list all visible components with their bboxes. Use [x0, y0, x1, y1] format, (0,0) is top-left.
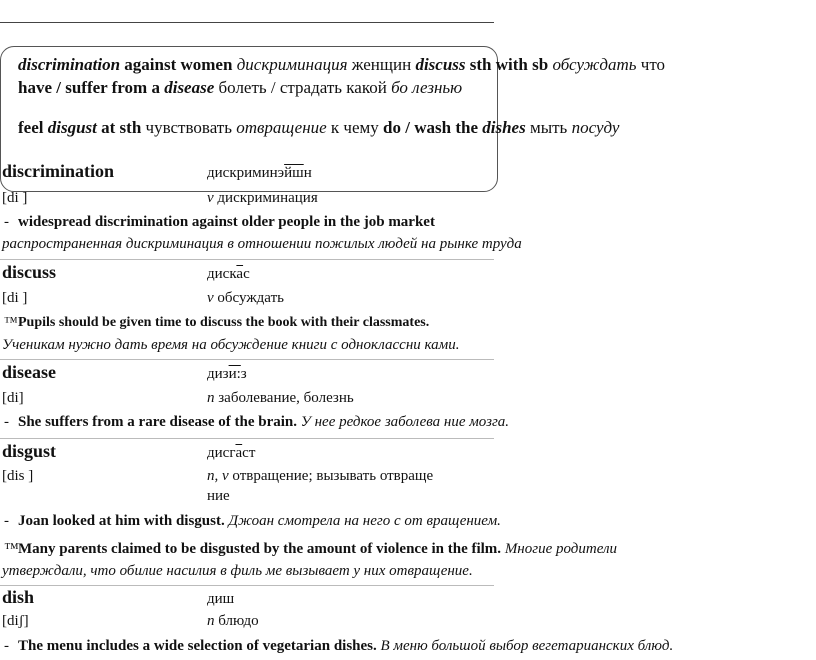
- phrase-ru: дискриминация: [236, 55, 348, 74]
- entry-ipa: [di ]: [2, 290, 28, 306]
- phrase-en: disgust: [47, 118, 97, 137]
- phrase-line-2: [18, 78, 462, 98]
- entry-meaning-continued: ние: [207, 488, 230, 504]
- entry-meaning: v обсуждать: [207, 290, 284, 306]
- entry-separator: [0, 585, 494, 586]
- entry-example-translation: утверждали, что обилие насилия в филь ме вызывает у них отвращение.: [2, 563, 473, 579]
- phrase-ru: женщин: [351, 55, 412, 74]
- entry-example: ™Pupils should be given time to discuss the book with their classmates.: [4, 315, 430, 330]
- entry-headword: dish: [2, 587, 35, 607]
- phrase-ru: бо лезнью: [391, 78, 463, 97]
- entry-ipa: [di]: [2, 390, 24, 406]
- phrase-en: disease: [164, 78, 215, 97]
- phrase-ru: что: [640, 55, 666, 74]
- entry-separator: [0, 259, 494, 260]
- entry-example-translation: Ученикам нужно дать время на обсуждение книги с одноклассни ками.: [2, 337, 460, 353]
- phrase-ru: отвращение: [236, 118, 327, 137]
- phrase-en: do / wash the: [383, 118, 478, 137]
- entry-separator: [0, 438, 494, 439]
- entry-example: - The menu includes a wide selection of vegetarian dishes. В меню большой выбор вегетарианских блюд.: [4, 638, 674, 654]
- entry-pronunciation: дискриминэйшн: [207, 165, 312, 181]
- entry-pronunciation: диш: [207, 591, 235, 607]
- entry-example-translation: распространенная дискриминация в отношении пожилых людей на рынке труда: [2, 236, 522, 252]
- entry-headword: disgust: [2, 441, 57, 461]
- entry-ipa: [di ]: [2, 190, 28, 206]
- phrase-en: at sth: [101, 118, 142, 137]
- entry-headword: discrimination: [2, 161, 115, 181]
- phrase-ru: болеть / страдать какой: [218, 78, 387, 97]
- entry-pronunciation: дисгаст: [207, 445, 256, 461]
- entry-ipa: [dis ]: [2, 468, 34, 484]
- phrase-en: against women: [124, 55, 233, 74]
- entry-meaning: n, v отвращение; вызывать отвраще: [207, 468, 434, 484]
- phrase-line-3: [18, 118, 619, 138]
- phrase-en: sth with sb: [469, 55, 549, 74]
- entry-example: ™Many parents claimed to be disgusted by the amount of violence in the film. Многие родители: [4, 541, 618, 557]
- phrase-en: dishes: [482, 118, 526, 137]
- phrase-ru: чувствовать: [145, 118, 232, 137]
- entry-example: - Joan looked at him with disgust. Джоан смотрела на него с от вращением.: [4, 513, 501, 529]
- top-rule: [0, 22, 494, 23]
- phrase-line-1: [18, 55, 665, 75]
- entry-example: - widespread discrimination against older people in the job market: [4, 214, 435, 230]
- phrase-ru: к чему: [330, 118, 379, 137]
- entry-meaning: v дискриминация: [207, 190, 318, 206]
- entry-ipa: [diʃ]: [2, 613, 29, 629]
- phrase-en: discrimination: [18, 55, 121, 74]
- entry-separator: [0, 359, 494, 360]
- entry-pronunciation: дискас: [207, 266, 250, 282]
- entry-headword: disease: [2, 362, 56, 382]
- phrase-en: feel: [18, 118, 44, 137]
- phrase-ru: посуду: [571, 118, 620, 137]
- phrase-ru: обсуждать: [552, 55, 637, 74]
- phrase-en: have / suffer from a: [18, 78, 160, 97]
- phrase-en: discuss: [415, 55, 466, 74]
- entry-headword: discuss: [2, 262, 57, 282]
- phrase-ru: мыть: [529, 118, 568, 137]
- entry-example: - She suffers from a rare disease of the brain. У нее редкое заболева ние мозга.: [4, 414, 510, 430]
- entry-meaning: n блюдо: [207, 613, 259, 629]
- entry-meaning: n заболевание, болезнь: [207, 390, 354, 406]
- entry-pronunciation: дизи:з: [207, 366, 247, 382]
